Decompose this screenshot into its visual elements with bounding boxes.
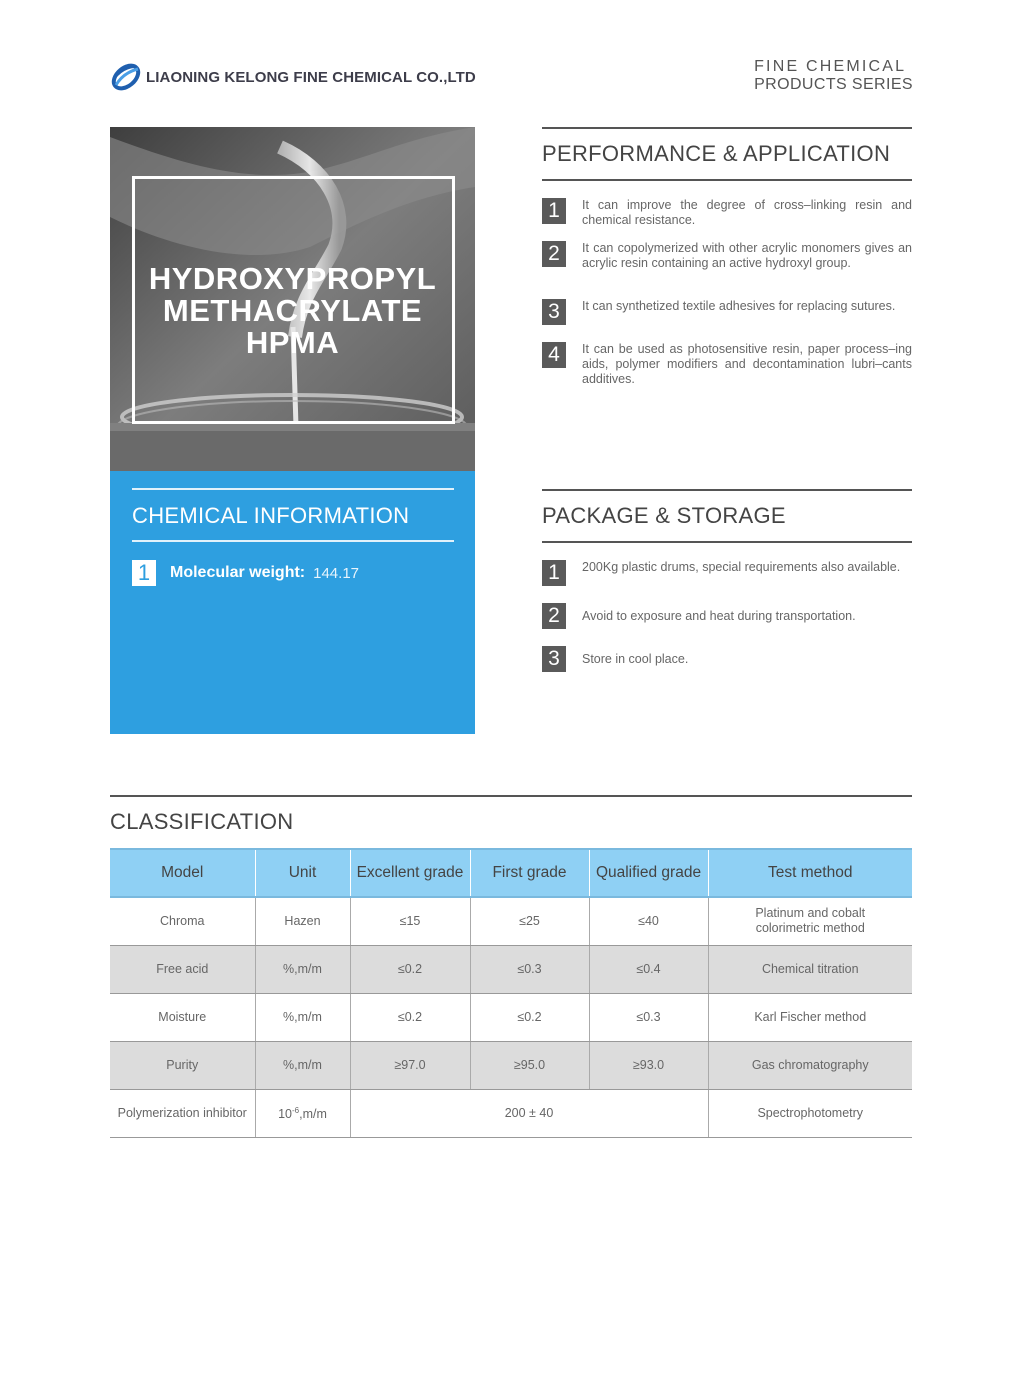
table-cell: ≤15	[350, 897, 470, 945]
divider	[132, 540, 454, 542]
column-header: Qualified grade	[589, 849, 708, 897]
table-cell: Free acid	[110, 945, 255, 993]
table-cell: ≤0.2	[470, 993, 589, 1041]
product-series	[754, 58, 913, 94]
table-cell: Purity	[110, 1041, 255, 1089]
chemical-information-title: CHEMICAL INFORMATION	[132, 503, 410, 528]
item-number: 1	[542, 198, 566, 224]
table-cell: 200 ± 40	[350, 1089, 708, 1137]
table-cell: ≤0.2	[350, 945, 470, 993]
item-number: 2	[542, 241, 566, 267]
table-cell: Platinum and cobalt colorimetric method	[708, 897, 912, 945]
molecular-weight-label: Molecular weight:	[170, 564, 306, 581]
divider	[110, 795, 912, 797]
item-number: 1	[132, 560, 156, 586]
list-item	[542, 603, 912, 629]
company-name: LIAONING KELONG FINE CHEMICAL CO.,LTD	[146, 68, 476, 86]
list-item	[542, 241, 912, 271]
table-cell: Hazen	[255, 897, 350, 945]
item-number: 1	[542, 560, 566, 586]
table-cell: ≤25	[470, 897, 589, 945]
table-row	[110, 897, 912, 945]
table-cell: ≤0.3	[470, 945, 589, 993]
table-cell: %,m/m	[255, 1041, 350, 1089]
company-logo	[110, 60, 476, 94]
classification-table	[110, 848, 912, 1138]
item-text: 200Kg plastic drums, special requirements also available.	[582, 560, 901, 574]
list-item	[542, 560, 912, 586]
table-row	[110, 1089, 912, 1137]
table-cell	[255, 1089, 350, 1137]
series-line-1: FINE CHEMICAL	[754, 58, 907, 75]
column-header: Excellent grade	[350, 849, 470, 897]
unit-tail: ,m/m	[299, 1107, 327, 1122]
table-header-row	[110, 849, 912, 897]
product-hero-image	[110, 127, 475, 471]
table-cell: Gas chromatography	[708, 1041, 912, 1089]
logo-swirl-icon	[110, 61, 142, 93]
table-cell: ≤0.4	[589, 945, 708, 993]
divider	[542, 541, 912, 543]
divider	[132, 488, 454, 490]
divider	[542, 179, 912, 181]
chemical-information-panel	[110, 471, 475, 734]
package-title: PACKAGE & STORAGE	[542, 503, 786, 528]
list-item	[132, 560, 359, 586]
table-cell: Chemical titration	[708, 945, 912, 993]
table-cell: ≥93.0	[589, 1041, 708, 1089]
item-text: It can improve the degree of cross–linking resin and chemical resistance.	[582, 198, 912, 227]
table-cell: %,m/m	[255, 945, 350, 993]
table-row	[110, 945, 912, 993]
item-text: It can be used as photosensitive resin, paper process–ing aids, polymer modifiers and decontamination lubri–cants additives.	[582, 342, 912, 386]
list-item	[542, 198, 912, 228]
table-row	[110, 1041, 912, 1089]
item-number: 4	[542, 342, 566, 368]
item-number: 2	[542, 603, 566, 629]
list-item	[542, 342, 912, 387]
item-text: It can copolymerized with other acrylic monomers gives an acrylic resin containing an active hydroxyl group.	[582, 241, 912, 270]
divider	[542, 127, 912, 129]
performance-title: PERFORMANCE & APPLICATION	[542, 141, 891, 166]
product-name-line-2: METHACRYLATE	[162, 293, 423, 328]
table-cell: ≤40	[589, 897, 708, 945]
divider	[542, 489, 912, 491]
table-row	[110, 993, 912, 1041]
item-text: Avoid to exposure and heat during transportation.	[582, 609, 856, 623]
column-header: Test method	[708, 849, 912, 897]
table-cell: Chroma	[110, 897, 255, 945]
column-header: First grade	[470, 849, 589, 897]
list-item	[542, 646, 912, 672]
table-cell: ≥95.0	[470, 1041, 589, 1089]
table-cell: ≤0.2	[350, 993, 470, 1041]
product-name	[110, 263, 475, 359]
column-header: Model	[110, 849, 255, 897]
classification-title: CLASSIFICATION	[110, 809, 294, 834]
table-cell: Polymerization inhibitor	[110, 1089, 255, 1137]
table-cell: Karl Fischer method	[708, 993, 912, 1041]
item-number: 3	[542, 646, 566, 672]
table-cell: Spectrophotometry	[708, 1089, 912, 1137]
list-item	[542, 299, 912, 325]
table-cell: Moisture	[110, 993, 255, 1041]
product-name-line-3: HPMA	[245, 325, 340, 360]
product-name-line-1: HYDROXYPROPYL	[148, 261, 437, 296]
table-cell: %,m/m	[255, 993, 350, 1041]
item-text: Store in cool place.	[582, 652, 689, 666]
item-text: It can synthetized textile adhesives for replacing sutures.	[582, 299, 896, 313]
unit-base: 10	[278, 1107, 292, 1122]
item-number: 3	[542, 299, 566, 325]
column-header: Unit	[255, 849, 350, 897]
molecular-weight-value: 144.17	[313, 564, 360, 582]
series-line-2: PRODUCTS SERIES	[754, 76, 913, 93]
unit-exponent: -6	[292, 1106, 300, 1116]
table-cell: ≥97.0	[350, 1041, 470, 1089]
table-cell: ≤0.3	[589, 993, 708, 1041]
